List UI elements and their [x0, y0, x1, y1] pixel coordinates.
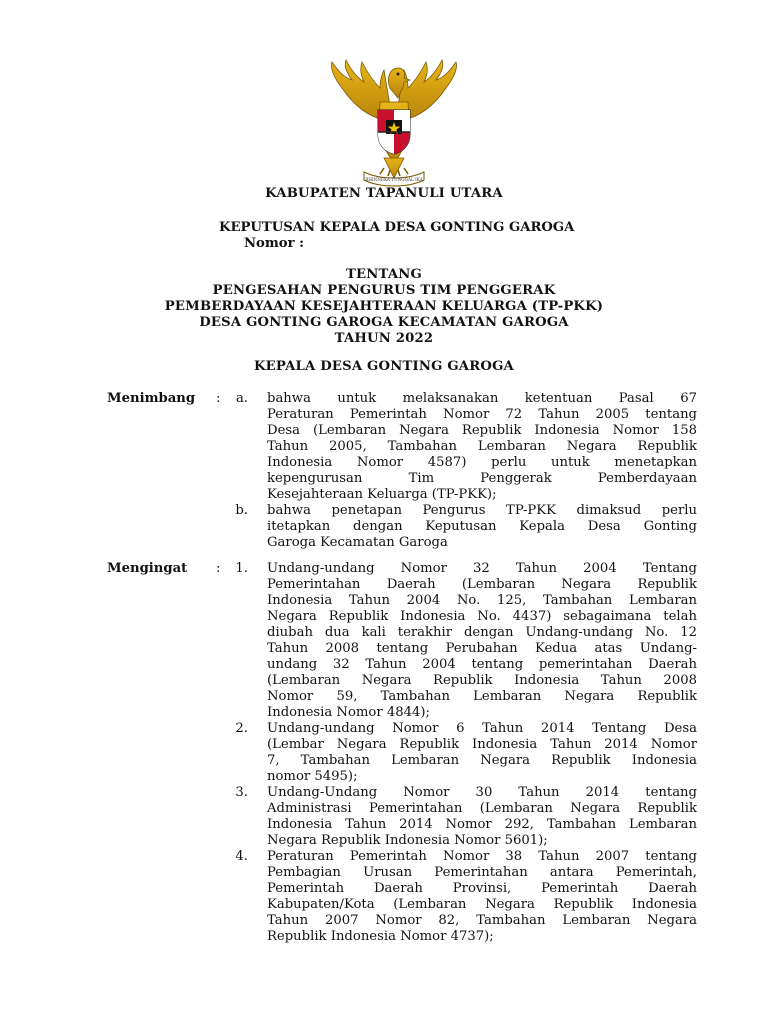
- item-line: diubah dua kali terakhir dengan Undang-undang No. 12: [267, 625, 697, 640]
- regency-title: KABUPATEN TAPANULI UTARA: [265, 186, 503, 201]
- garuda-pancasila-emblem: [320, 58, 468, 188]
- item-line: Undang-Undang Nomor 30 Tahun 2014 tentang: [267, 785, 697, 800]
- item-line: Pemerintahan Daerah (Lembaran Negara Republik: [267, 577, 697, 592]
- item-line: Negara Republik Indonesia No. 4437) sebagaimana telah: [267, 609, 697, 624]
- item-line: Tahun 2005, Tambahan Lembaran Negara Republik: [267, 439, 697, 454]
- item-line: undang 32 Tahun 2004 tentang pemerintahan Daerah: [267, 657, 697, 672]
- section-colon: :: [216, 561, 221, 576]
- subject-line-2: PEMBERDAYAAN KESEJAHTERAAN KELUARGA (TP-PKK): [164, 299, 604, 314]
- item-marker: 2.: [235, 721, 248, 736]
- item-line: (Lembaran Negara Republik Indonesia Tahun 2008: [267, 673, 697, 688]
- item-line: Garoga Kecamatan Garoga: [267, 535, 448, 550]
- item-line: Indonesia Nomor 4587) perlu untuk menetapkan: [267, 455, 697, 470]
- item-line: Kesejahteraan Keluarga (TP-PKK);: [267, 487, 497, 502]
- item-line: Undang-undang Nomor 32 Tahun 2004 Tentang: [267, 561, 697, 576]
- item-line: Nomor 59, Tambahan Lembaran Negara Republik: [267, 689, 697, 704]
- subject-line-1: PENGESAHAN PENGURUS TIM PENGGERAK: [212, 283, 556, 298]
- section-label: Mengingat: [107, 561, 188, 576]
- decree-title: KEPUTUSAN KEPALA DESA GONTING GAROGA: [219, 220, 575, 235]
- item-line: Indonesia Nomor 4844);: [267, 705, 430, 720]
- item-line: Tahun 2007 Nomor 82, Tambahan Lembaran Negara: [267, 913, 697, 928]
- item-line: Peraturan Pemerintah Nomor 38 Tahun 2007 tentang: [267, 849, 697, 864]
- item-line: Pemerintah Daerah Provinsi, Pemerintah Daerah: [267, 881, 697, 896]
- item-line: itetapkan dengan Keputusan Kepala Desa Gonting: [267, 519, 697, 534]
- item-line: Administrasi Pemerintahan (Lembaran Negara Republik: [267, 801, 697, 816]
- about-heading: TENTANG: [346, 267, 422, 282]
- item-marker: 3.: [235, 785, 248, 800]
- item-line: bahwa penetapan Pengurus TP-PKK dimaksud perlu: [267, 503, 697, 518]
- subject-line-3: DESA GONTING GAROGA KECAMATAN GAROGA: [199, 315, 569, 330]
- item-line: Republik Indonesia Nomor 4737);: [267, 929, 494, 944]
- item-line: kepengurusan Tim Penggerak Pemberdayaan: [267, 471, 697, 486]
- item-line: Pembagian Urusan Pemerintahan antara Pemerintah,: [267, 865, 697, 880]
- issuer-heading: KEPALA DESA GONTING GAROGA: [254, 359, 514, 374]
- item-marker: 4.: [235, 849, 248, 864]
- section-colon: :: [216, 391, 221, 406]
- item-line: Indonesia Tahun 2014 Nomor 292, Tambahan Lembaran: [267, 817, 697, 832]
- item-marker: a.: [235, 391, 248, 406]
- item-line: Negara Republik Indonesia Nomor 5601);: [267, 833, 548, 848]
- decree-number-label: Nomor :: [244, 236, 305, 251]
- item-marker: 1.: [235, 561, 248, 576]
- item-line: 7, Tambahan Lembaran Negara Republik Indonesia: [267, 753, 697, 768]
- item-line: Indonesia Tahun 2004 No. 125, Tambahan Lembaran: [267, 593, 697, 608]
- item-line: nomor 5495);: [267, 769, 358, 784]
- section-label: Menimbang: [107, 391, 196, 406]
- item-line: Tahun 2008 tentang Perubahan Kedua atas Undang-: [267, 641, 697, 656]
- item-line: bahwa untuk melaksanakan ketentuan Pasal 67: [267, 391, 697, 406]
- item-line: Kabupaten/Kota (Lembaran Negara Republik Indonesia: [267, 897, 697, 912]
- emblem-motto: BHINNEKA TUNGGAL IKA: [365, 177, 423, 182]
- item-marker: b.: [235, 503, 248, 518]
- item-line: Undang-undang Nomor 6 Tahun 2014 Tentang Desa: [267, 721, 697, 736]
- subject-line-4: TAHUN 2022: [334, 331, 434, 346]
- item-line: Desa (Lembaran Negara Republik Indonesia Nomor 158: [267, 423, 697, 438]
- item-line: (Lembar Negara Republik Indonesia Tahun 2014 Nomor: [267, 737, 697, 752]
- item-line: Peraturan Pemerintah Nomor 72 Tahun 2005 tentang: [267, 407, 697, 422]
